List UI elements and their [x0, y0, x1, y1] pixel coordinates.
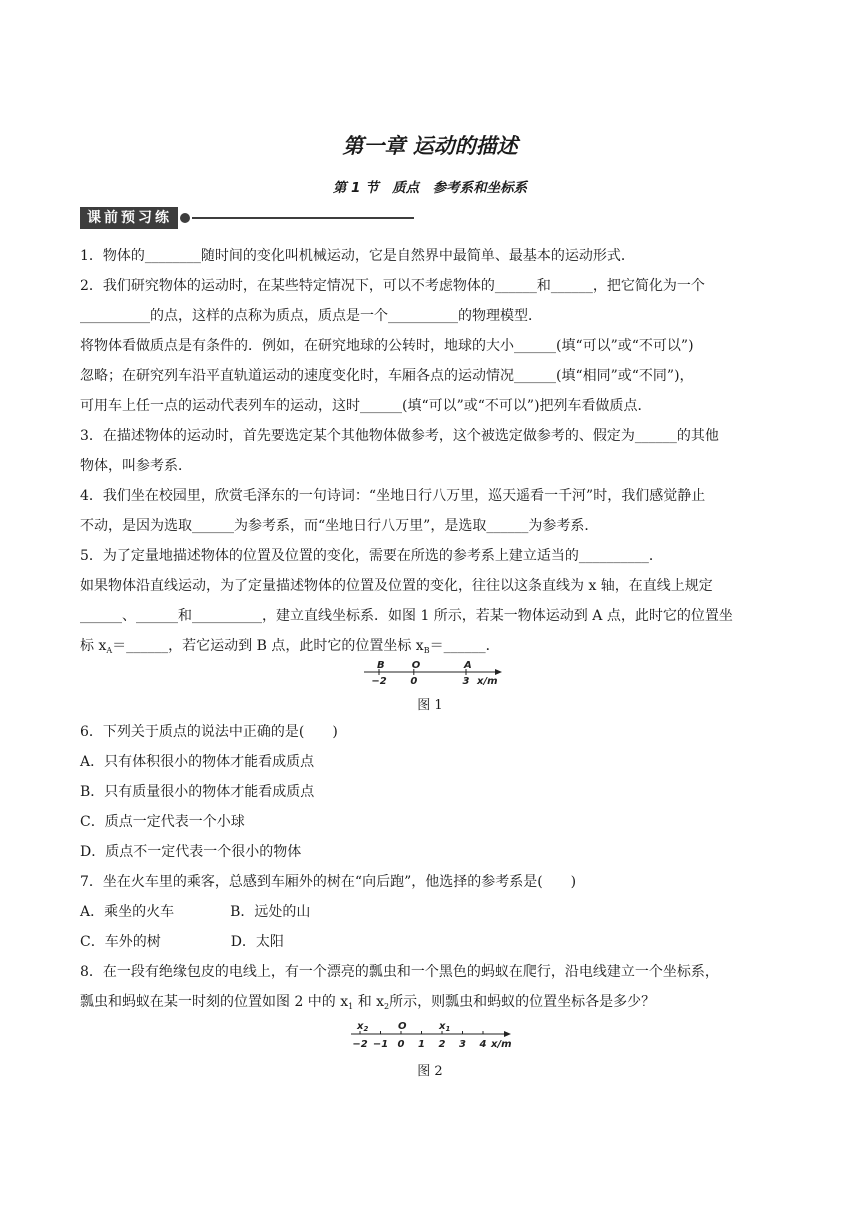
tick-value-label: 4: [479, 1039, 487, 1050]
section-banner: [80, 207, 414, 229]
figure-2-caption: 图 2: [417, 1064, 443, 1079]
subscript: 2: [384, 1002, 390, 1011]
text-fragment: 和 x: [353, 994, 385, 1010]
text-line-coordinates: [80, 631, 785, 661]
text-line: B．只有质量很小的物体才能看成质点: [80, 784, 315, 800]
text-line: 忽略；在研究列车沿平直轨道运动的速度变化时，车厢各点的运动情况______(填“相同”或“不同”)，: [80, 368, 694, 384]
text-fragment: 所示，则瓢虫和蚂蚁的位置坐标各是多少？: [389, 994, 656, 1010]
text-line: A．只有体积很小的物体才能看成质点: [80, 754, 315, 770]
point-name-label: O: [398, 1021, 407, 1032]
tick-value-label: 3: [459, 1039, 466, 1050]
text-block-a: [80, 241, 785, 661]
figure-1-caption: 图 1: [417, 698, 443, 713]
point-name-subscript: 2: [363, 1025, 369, 1033]
point-name-label: $x_1$: [439, 1021, 451, 1033]
text-fragment: 标 x: [80, 638, 107, 654]
text-line: 物体，叫参考系．: [80, 458, 192, 474]
point-name-label: $x_2$: [357, 1021, 369, 1033]
section-title: 第 1 节 质点 参考系和坐标系: [332, 180, 528, 196]
subscript: B: [423, 646, 430, 655]
point-name-label: B: [377, 660, 385, 671]
tick-value-label: 0: [410, 676, 418, 687]
axis-arrow-icon: [504, 1031, 511, 1037]
text-line: 4．我们坐在校园里，欣赏毛泽东的一句诗词：“坐地日行八万里，巡天遥看一千河”时，我们感觉静止: [80, 488, 706, 504]
tick-value-label: −2: [352, 1039, 368, 1050]
text-line: 如果物体沿直线运动，为了定量描述物体的位置及位置的变化，往往以这条直线为 x 轴，在直线上规定: [80, 578, 713, 594]
tick-value-label: 1: [418, 1039, 425, 1050]
figure-1-number-line: [360, 658, 510, 688]
text-line: A．乘坐的火车 B．远处的山: [80, 904, 311, 920]
axis-unit-label: x/m: [477, 676, 498, 687]
banner-dot-icon: [180, 213, 190, 223]
figure-2-number-line: [347, 1017, 522, 1051]
point-name-label: O: [411, 660, 421, 671]
tick-value-label: −1: [372, 1039, 389, 1050]
text-fragment: ＝______．: [429, 638, 500, 654]
text-line: 将物体看做质点是有条件的．例如，在研究地球的公转时，地球的大小______(填“可以”或“不可以”): [80, 338, 694, 354]
text-line: 可用车上任一点的运动代表列车的运动，这时______(填“可以”或“不可以”)把列车看做质点．: [80, 398, 652, 414]
tick-value-label: 2: [438, 1039, 446, 1050]
text-line: 2．我们研究物体的运动时，在某些特定情况下，可以不考虑物体的______和______，把它简化为一个: [80, 278, 705, 294]
text-line: ______、______和__________，建立直线坐标系．如图 1 所示，若某一物体运动到 A 点，此时它的位置坐: [80, 608, 733, 624]
subscript: 1: [348, 1002, 354, 1011]
text-line-question-8: [80, 987, 785, 1017]
axis-unit-label: x/m: [491, 1039, 512, 1050]
text-fragment: 瓢虫和蚂蚁在某一时刻的位置如图 2 中的 x: [80, 994, 349, 1010]
tick-value-label: 0: [397, 1039, 405, 1050]
subscript: A: [106, 646, 113, 655]
text-line: 6．下列关于质点的说法中正确的是( ): [80, 724, 338, 740]
text-line: 8．在一段有绝缘包皮的电线上，有一个漂亮的瓢虫和一个黑色的蚂蚁在爬行，沿电线建立一个坐标系，: [80, 964, 719, 980]
banner-label: 课前预习练: [80, 207, 178, 229]
point-name-subscript: 1: [445, 1025, 451, 1033]
text-line: 1．物体的________随时间的变化叫机械运动，它是自然界中最简单、最基本的运动形式．: [80, 248, 635, 264]
tick-value-label: 3: [462, 676, 470, 687]
text-line: C．车外的树 D．太阳: [80, 934, 284, 950]
text-line: __________的点，这样的点称为质点，质点是一个__________的物理模型．: [80, 308, 542, 324]
text-line: 不动，是因为选取______为参考系，而“坐地日行八万里”，是选取______为参考系．: [80, 518, 599, 534]
tick-value-label: −2: [371, 676, 387, 687]
text-line: 5．为了定量地描述物体的位置及位置的变化，需要在所选的参考系上建立适当的__________．: [80, 548, 663, 564]
text-line: 7．坐在火车里的乘客，总感到车厢外的树在“向后跑”，他选择的参考系是( ): [80, 874, 577, 890]
axis-arrow-icon: [495, 669, 502, 675]
text-line: D．质点不一定代表一个很小的物体: [80, 844, 302, 860]
banner-divider: [192, 217, 414, 219]
chapter-title: 第一章 运动的描述: [342, 134, 518, 158]
point-name-label: A: [464, 660, 472, 671]
text-line: 3．在描述物体的运动时，首先要选定某个其他物体做参考，这个被选定做参考的、假定为______的其他: [80, 428, 719, 444]
text-fragment: ＝______，若它运动到 B 点，此时它的位置坐标 x: [112, 638, 424, 654]
text-block-b: [80, 717, 785, 1017]
text-line: C．质点一定代表一个小球: [80, 814, 245, 830]
